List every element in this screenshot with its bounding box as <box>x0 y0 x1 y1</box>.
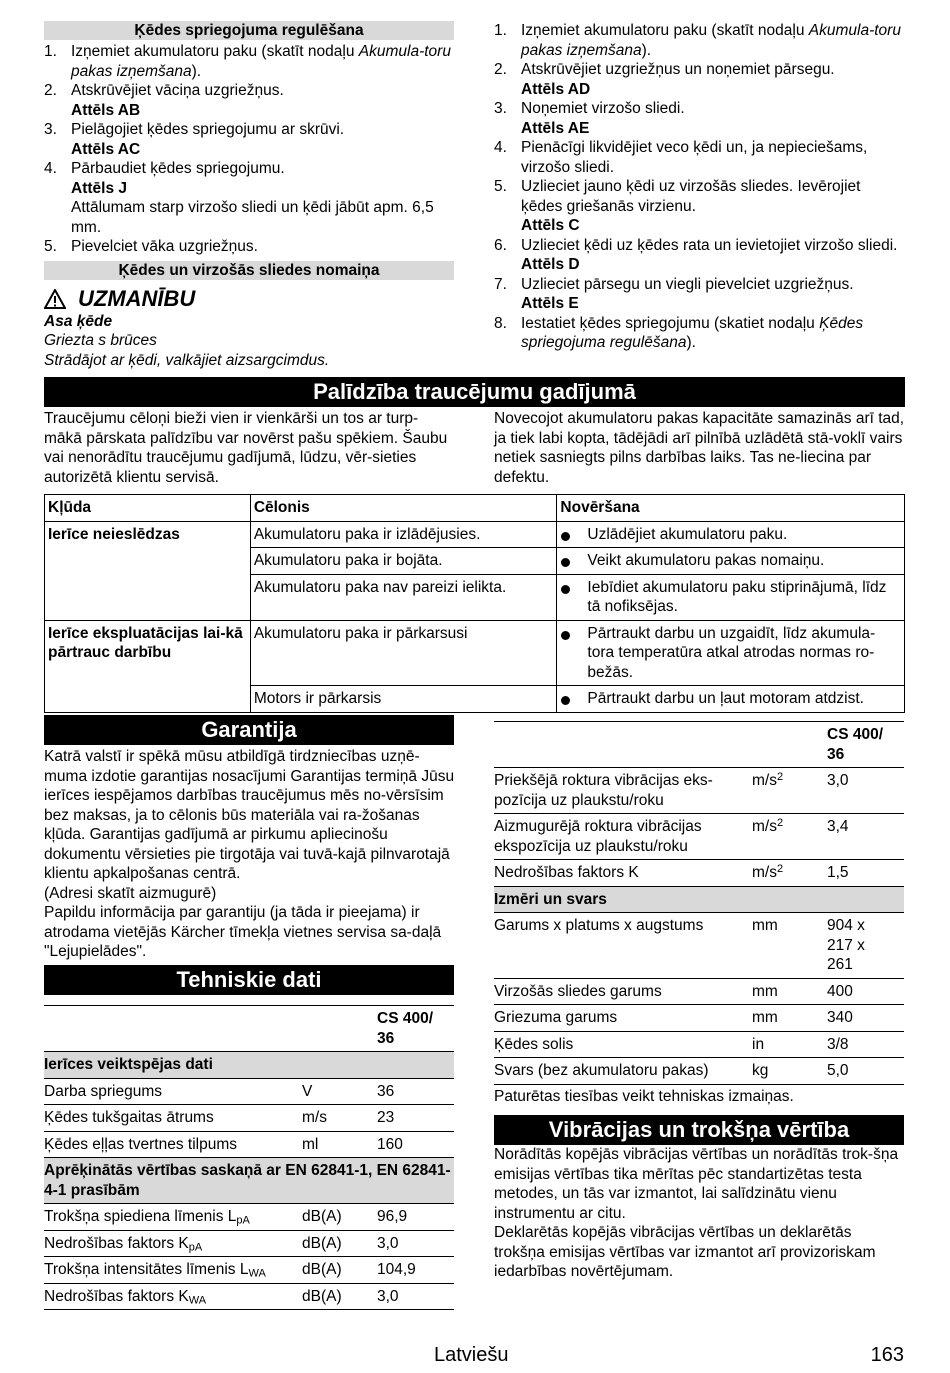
trouble-intro-left <box>44 409 454 487</box>
tension-step-2 <box>44 81 454 120</box>
spec-unit: ml <box>302 1131 377 1158</box>
tech-note: Paturētas tiesības veikt tehniskas izmaiņas. <box>494 1088 794 1105</box>
remedy-text: Veikt akumulatoru pakas nomaiņu. <box>587 552 825 569</box>
fault-cell: Ierīce ekspluatācijas lai-kā pārtrauc darbību <box>45 620 251 712</box>
step-text: Pielāgojiet ķēdes spriegojumu ar skrūvi. <box>71 121 345 138</box>
remedy-text: Uzlādējiet akumulatoru paku. <box>587 525 788 543</box>
model-cell: CS 400/ 36 <box>827 722 904 768</box>
step-extra: Attālumam starp virzošo sliedi un ķēdi jābūt apm. 6,5 mm. <box>71 199 434 236</box>
spec-value: 400 <box>827 978 904 1005</box>
cause-cell: Akumulatoru paka ir pārkarsusi <box>250 620 557 686</box>
step-text: Uzlieciet jauno ķēdi uz virzošās sliedes. Ievērojiet ķēdes griešanās virzienu. <box>521 178 861 215</box>
spec-unit: m/s <box>302 1105 377 1132</box>
table-row <box>44 1230 454 1257</box>
spec-unit: dB(A) <box>302 1283 377 1310</box>
section-row <box>494 886 904 913</box>
table-row <box>45 620 905 686</box>
step-number: 4. <box>494 139 507 156</box>
step-link: Ķēdes spriegojuma regulēšana <box>521 314 864 351</box>
step-number: 4. <box>44 160 57 177</box>
spec-name <box>44 1283 302 1310</box>
step-text: Uzlieciet pārsegu un viegli pievelciet uzgriežņus. <box>521 275 854 293</box>
header-remedy: Novēršana <box>557 495 905 522</box>
replace-step-1 <box>494 21 906 60</box>
header-fault: Kļūda <box>45 495 251 522</box>
vibration-text-1: Norādītās kopējās vibrācijas vērtības un norādītās trok-šņa emisijas vērtības tika mērītas pēc standartizētas testa metodes, un tās var izmantot, lai salīdzinātu vienu instrumentu ar citu. <box>494 1146 899 1222</box>
step-number: 3. <box>494 100 507 117</box>
table-row <box>44 1105 454 1132</box>
step-text: Iestatiet ķēdes spriegojumu (skatiet nodaļu <box>521 314 820 332</box>
spec-name-text: Trokšņa spiediena līmenis L <box>44 1208 237 1225</box>
step-text: Pievelciet vāka uzgriežņus. <box>71 238 258 255</box>
unit-text: m/s <box>752 772 777 789</box>
spec-value: 340 <box>827 1005 904 1032</box>
footer-language: Latviešu <box>434 1344 509 1366</box>
bullet-icon <box>561 585 570 594</box>
tech-data-table-right <box>494 721 904 1085</box>
step-text: Noņemiet virzošo sliedi. <box>521 100 685 117</box>
bullet-icon <box>561 631 570 640</box>
table-row <box>494 860 904 887</box>
spec-name: Ķēdes solis <box>494 1031 752 1058</box>
table-row <box>44 1257 454 1284</box>
bullet-icon <box>561 696 570 705</box>
spec-unit: V <box>302 1078 377 1105</box>
replace-step-4 <box>494 138 906 177</box>
table-row <box>494 1031 904 1058</box>
replace-steps <box>494 21 906 353</box>
warning-triangle-icon <box>44 289 66 309</box>
tension-step-1 <box>44 42 454 81</box>
fault-table-header <box>45 495 905 522</box>
spec-subscript: pA <box>188 1241 203 1253</box>
tension-steps <box>44 42 454 257</box>
spec-value: 3,4 <box>827 814 904 860</box>
spec-name: Griezuma garums <box>494 1005 752 1032</box>
table-row <box>45 521 905 548</box>
step-number: 6. <box>494 236 507 254</box>
vibration-heading: Vibrācijas un trokšņa vērtība <box>494 1115 904 1145</box>
bullet-icon <box>561 532 570 541</box>
spec-name: Darba spriegums <box>44 1078 302 1105</box>
spec-name <box>44 1204 302 1231</box>
tech-data-table <box>44 1005 454 1310</box>
spec-unit: dB(A) <box>302 1230 377 1257</box>
trouble-left-text: Traucējumu cēloņi bieži vien ir vienkārši un tos ar turp-mākā pārskata palīdzību var novērst pašu spēkiem. Šaubu vai nenorādītu traucējumu gadījumā, lūdzu, vēr-sieties autorizētā klientu servisā. <box>44 410 448 486</box>
spec-name-text: Trokšņa intensitātes līmenis L <box>44 1261 249 1278</box>
step-number: 1. <box>494 22 507 39</box>
remedy-cell <box>557 686 905 713</box>
section-cell: Aprēķinātās vērtības saskaņā ar EN 62841-1, EN 62841-4-1 prasībām <box>44 1158 454 1204</box>
step-link: Akumula-toru pakas izņemšana <box>521 22 901 59</box>
section-row <box>44 1052 454 1079</box>
step-text: Atskrūvējiet uzgriežņus un noņemiet pārsegu. <box>521 61 835 78</box>
table-row <box>44 1078 454 1105</box>
remedy-text: Pārtraukt darbu un uzgaidīt, līdz akumula-tora temperatūra atkal atrodas normas ro-bežās. <box>587 624 876 681</box>
warning-heading <box>44 286 454 312</box>
replace-step-6 <box>494 236 906 275</box>
figure-ref: Attēls AE <box>521 119 590 137</box>
spec-unit: in <box>752 1031 827 1058</box>
empty-cell <box>302 1006 377 1052</box>
warning-line-2: Griezta s brūces <box>44 332 157 349</box>
spec-name-text: Nedrošības faktors K <box>44 1287 189 1305</box>
table-row <box>494 913 904 979</box>
figure-ref: Attēls J <box>71 179 127 197</box>
spec-name: Virzošās sliedes garums <box>494 978 752 1005</box>
spec-value: 904 x 217 x 261 <box>827 913 904 979</box>
spec-unit: mm <box>752 1005 827 1032</box>
step-number: 1. <box>44 43 57 60</box>
section-cell: Ierīces veiktspējas dati <box>44 1052 454 1079</box>
step-text: Izņemiet akumulatoru paku (skatīt nodaļu <box>521 22 809 39</box>
spec-unit: dB(A) <box>302 1204 377 1231</box>
unit-superscript: 2 <box>776 817 784 829</box>
step-number: 5. <box>494 178 507 195</box>
warranty-heading: Garantija <box>44 715 454 745</box>
figure-ref: Attēls AD <box>521 80 591 98</box>
spec-value: 36 <box>377 1078 454 1105</box>
table-row <box>494 1058 904 1085</box>
unit-superscript: 2 <box>776 863 784 875</box>
step-number: 5. <box>44 238 57 255</box>
cause-cell: Akumulatoru paka ir izlādējusies. <box>250 521 557 548</box>
replace-step-7 <box>494 275 906 314</box>
step-text: Uzlieciet ķēdi uz ķēdes rata un ievietojiet virzošo sliedi. <box>521 236 898 254</box>
cause-cell: Akumulatoru paka ir bojāta. <box>250 548 557 575</box>
spec-unit: mm <box>752 913 827 979</box>
spec-unit <box>752 860 827 887</box>
figure-ref: Attēls D <box>521 256 580 273</box>
spec-name: Priekšējā roktura vibrācijas eks-pozīcija uz plaukstu/roku <box>494 768 752 814</box>
spec-unit: dB(A) <box>302 1257 377 1284</box>
replace-step-3 <box>494 99 906 138</box>
trouble-right-text: Novecojot akumulatoru pakas kapacitāte samazinās arī tad, ja tiek labi kopta, tādējādi arī pilnībā uzlādētā stā-voklī vairs netiek sasniegts pilns darbības laiks. Tas ne-liecina par defektu. <box>494 410 905 486</box>
unit-text: m/s <box>752 818 777 835</box>
step-text: Izņemiet akumulatoru paku (skatīt nodaļu <box>71 43 359 60</box>
step-end: ). <box>641 41 652 59</box>
fault-table <box>44 494 905 713</box>
replace-title: Ķēdes un virzošās sliedes nomaiņa <box>44 261 454 280</box>
warranty-address: (Adresi skatīt aizmugurē) <box>44 884 217 902</box>
spec-subscript: WA <box>248 1267 266 1280</box>
spec-name <box>44 1257 302 1284</box>
warning-line-1: Asa ķēde <box>44 312 113 330</box>
spec-value: 5,0 <box>827 1058 904 1085</box>
spec-value: 104,9 <box>377 1257 454 1284</box>
replace-step-8 <box>494 314 906 353</box>
tension-step-5 <box>44 237 454 257</box>
spec-name <box>44 1230 302 1257</box>
table-row <box>494 978 904 1005</box>
spec-value: 23 <box>377 1105 454 1132</box>
spec-value: 160 <box>377 1131 454 1158</box>
figure-ref: Attēls AB <box>71 101 141 119</box>
cause-cell: Akumulatoru paka nav pareizi ielikta. <box>250 574 557 620</box>
warning-line-3: Strādājot ar ķēdi, valkājiet aizsargcimdus. <box>44 351 330 369</box>
step-number: 2. <box>44 82 57 99</box>
replace-step-5 <box>494 177 906 236</box>
step-text: Atskrūvējiet vāciņa uzgriežņus. <box>71 82 284 99</box>
unit-text: m/s <box>752 864 777 881</box>
figure-ref: Attēls C <box>521 217 580 234</box>
table-row <box>494 768 904 814</box>
remedy-text: Iebīdiet akumulatoru paku stiprinājumā, līdz tā nofiksējas. <box>587 578 887 615</box>
table-row <box>494 722 904 768</box>
spec-subscript: pA <box>236 1214 250 1227</box>
spec-unit <box>752 814 827 860</box>
right-top-column <box>494 21 906 353</box>
remedy-cell <box>557 521 905 548</box>
table-row <box>494 1005 904 1032</box>
spec-name: Nedrošības faktors K <box>494 860 752 887</box>
page-number: 163 <box>870 1344 904 1366</box>
spec-unit <box>752 768 827 814</box>
bullet-icon <box>561 558 570 567</box>
figure-ref: Attēls E <box>521 295 579 312</box>
spec-name: Svars (bez akumulatoru pakas) <box>494 1058 752 1085</box>
spec-name: Garums x platums x augstums <box>494 913 752 979</box>
step-number: 3. <box>44 121 57 138</box>
cause-cell: Motors ir pārkarsis <box>250 686 557 713</box>
section-row <box>44 1158 454 1204</box>
warranty-text-2: Papildu informācija par garantiju (ja tāda ir pieejama) ir atrodama vietējās Kärcher tīmekļa vietnes servisa sa-daļā "Lejupielādes". <box>44 904 442 960</box>
table-row <box>44 1006 454 1052</box>
tension-step-4 <box>44 159 454 237</box>
spec-name: Ķēdes eļļas tvertnes tilpums <box>44 1131 302 1158</box>
empty-cell <box>494 722 752 768</box>
spec-name: Ķēdes tukšgaitas ātrums <box>44 1105 302 1132</box>
warranty-text: Katrā valstī ir spēkā mūsu atbildīgā tirdzniecības uzņē-muma izdotie garantijas nosacījumi Garantijas termiņā Jūsu ierīces iespējamos darbības traucējumus mēs no-vērsīsim bez maksas, ja to cēlonis būs materiāla vai ra-žošanas kļūda. Garantijas gadījumā ar pirkumu apliecinošu dokumentu vērsieties pie tirgotāja vai tuvā-kajā pilnvarotajā klientu apkalpošanas centrā. <box>44 748 455 882</box>
spec-unit: mm <box>752 978 827 1005</box>
step-end: ). <box>191 62 202 80</box>
trouble-intro-right <box>494 409 906 487</box>
spec-value: 3/8 <box>827 1031 904 1058</box>
left-top-column <box>44 21 454 370</box>
spec-value: 96,9 <box>377 1204 454 1231</box>
spec-name: Aizmugurējā roktura vibrācijas ekspozīcija uz plaukstu/roku <box>494 814 752 860</box>
spec-subscript: WA <box>188 1294 207 1306</box>
remedy-cell <box>557 548 905 575</box>
tension-title: Ķēdes spriegojuma regulēšana <box>44 21 454 40</box>
remedy-cell <box>557 620 905 686</box>
step-end: ). <box>686 334 696 351</box>
table-row <box>44 1131 454 1158</box>
replace-step-2 <box>494 60 906 99</box>
remedy-text: Pārtraukt darbu un ļaut motoram atdzist. <box>587 690 864 707</box>
step-number: 7. <box>494 275 507 293</box>
spec-value: 3,0 <box>377 1230 454 1257</box>
fault-cell: Ierīce neieslēdzas <box>45 521 251 620</box>
tech-data-heading: Tehniskie dati <box>44 965 454 995</box>
tension-step-3 <box>44 120 454 159</box>
vibration-text-2: Deklarētās kopējās vibrācijas vērtības un deklarētās trokšņa emisijas vērtības var izmantot arī provizoriskam iedarbības novērtējumam. <box>494 1224 876 1280</box>
spec-value: 3,0 <box>827 768 904 814</box>
step-number: 2. <box>494 61 507 78</box>
remedy-cell <box>557 574 905 620</box>
spec-name-text: Nedrošības faktors K <box>44 1234 189 1252</box>
empty-cell <box>44 1006 302 1052</box>
spec-value: 1,5 <box>827 860 904 887</box>
vibration-section <box>494 1145 906 1282</box>
figure-ref: Attēls AC <box>71 140 141 158</box>
spec-value: 3,0 <box>377 1283 454 1310</box>
table-row <box>494 814 904 860</box>
section-cell: Izmēri un svars <box>494 886 904 913</box>
warning-title: UZMANĪBU <box>78 285 196 311</box>
table-row <box>44 1204 454 1231</box>
model-cell: CS 400/ 36 <box>377 1006 454 1052</box>
spec-unit: kg <box>752 1058 827 1085</box>
warranty-section <box>44 747 456 962</box>
step-link: Akumula-toru pakas izņemšana <box>71 43 451 80</box>
troubleshooting-heading: Palīdzība traucējumu gadījumā <box>44 377 905 407</box>
table-row <box>44 1283 454 1310</box>
empty-cell <box>752 722 827 768</box>
unit-superscript: 2 <box>776 771 784 783</box>
step-number: 8. <box>494 314 507 332</box>
header-cause: Cēlonis <box>250 495 557 522</box>
step-text: Pārbaudiet ķēdes spriegojumu. <box>71 160 285 177</box>
step-text: Pienācīgi likvidējiet veco ķēdi un, ja nepieciešams, virzošo sliedi. <box>521 139 868 176</box>
